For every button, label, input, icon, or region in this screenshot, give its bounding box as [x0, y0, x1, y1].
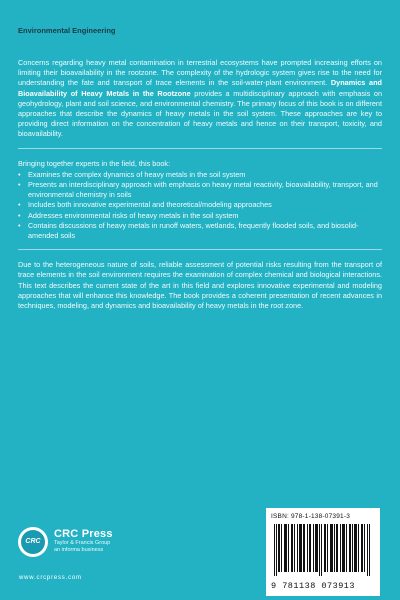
divider	[18, 148, 382, 149]
publisher-name: CRC Press	[54, 528, 113, 540]
feature-list	[18, 170, 382, 241]
barcode-number: 9 781138 073913	[271, 581, 356, 591]
bullet-icon: •	[18, 180, 21, 190]
barcode-icon	[274, 524, 372, 576]
publisher-group: Taylor & Francis Group	[54, 540, 111, 546]
description-area	[18, 58, 382, 319]
publisher-url: www.crcpress.com	[19, 575, 82, 581]
category-label: Environmental Engineering	[18, 26, 116, 35]
list-item: • Presents an interdisciplinary approach with emphasis on heavy metal reactivity, bioavailability, transport, and environmental chemistry in soils	[18, 180, 378, 200]
isbn-label: ISBN: 978-1-138-07391-3	[271, 513, 351, 520]
list-item: • Includes both innovative experimental and theoretical/modeling approaches	[18, 200, 272, 210]
closing-paragraph: Due to the heterogeneous nature of soils, reliable assessment of potential risks resulting from the transport of trace elements in the soil environment requires the examination of complex chemical and biological interactions. This text describes the current state of the art in this field and explores innovative experimental and modeling approaches that will enhance this knowledge. The book provides a coherent presentation of recent advances in techniques, modeling, and dynamics and bioavailability of heavy metals in the root zone.	[18, 260, 382, 311]
bullet-icon: •	[18, 210, 21, 220]
intro-text-2: provides a multidisciplinary approach with emphasis on geohydrology, plant and soil science, and environmental chemistry. The primary focus of this book is on different approaches that describe the dynamics of heavy metals in the soil system. These approaches are key to providing direct information on the concentration of heavy metals and hence on their transport, toxicity, and bioavailability.	[18, 88, 382, 139]
intro-paragraph	[18, 58, 382, 140]
divider	[18, 249, 382, 250]
barcode	[266, 508, 380, 596]
bullet-icon: •	[18, 200, 21, 210]
book-title: Dynamics and Bioavailability of Heavy Metals in the Rootzone	[18, 78, 382, 98]
intro-text-1: Concerns regarding heavy metal contamination in terrestrial ecosystems have prompted increasing efforts on limiting their bioavailability in the rootzone. The complexity of the hydrologic system gives rise to the need for understanding the fate and transport of trace elements in the soil-water-plant environment.	[18, 58, 382, 88]
list-item: • Addresses environmental risks of heavy metals in the soil system	[18, 210, 239, 220]
list-item: • Contains discussions of heavy metals in runoff waters, wetlands, frequently flooded soils, and biosolid-amended soils	[18, 220, 359, 241]
publisher-tagline: an informa business	[54, 547, 104, 553]
crc-logo-icon: CRC	[18, 527, 48, 557]
bullet-icon: •	[18, 169, 21, 179]
publisher-name-block	[54, 528, 113, 554]
header-band	[0, 0, 400, 48]
bullet-icon: •	[18, 220, 21, 230]
list-item: • Examines the complex dynamics of heavy metals in the soil system	[18, 169, 246, 179]
bullets-intro: Bringing together experts in the field, this book:	[18, 158, 171, 168]
